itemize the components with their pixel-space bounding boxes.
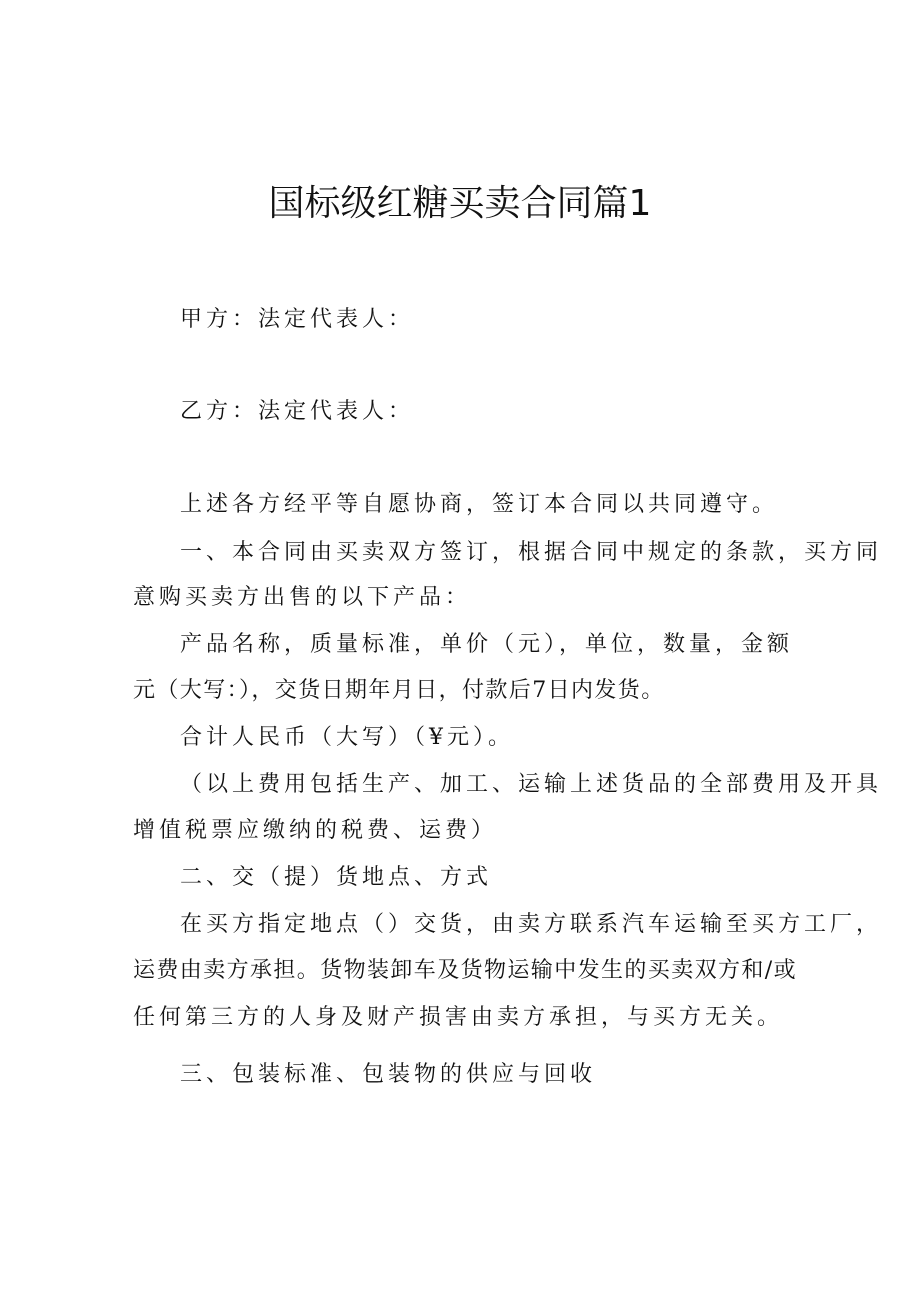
clause-2-line-2: 运费由卖方承担。货物装卸车及货物运输中发生的买卖双方和/或 [133, 958, 798, 983]
party-a-line: 甲方：法定代表人： [180, 307, 415, 332]
product-line-2: 元（大写：），交货日期年月日，付款后7日内发货。 [133, 678, 665, 703]
document-title: 国标级红糖买卖合同篇1 [268, 183, 652, 224]
intro-paragraph: 上述各方经平等自愿协商，签订本合同以共同遵守。 [180, 492, 779, 517]
fees-line-1: （以上费用包括生产、加工、运输上述货品的全部费用及开具 [180, 772, 883, 797]
total-line: 合计人民币（大写）（¥元）。 [180, 725, 514, 750]
party-b-line: 乙方：法定代表人： [180, 399, 415, 424]
clause-1-line-2: 意购买卖方出售的以下产品： [133, 585, 472, 610]
clause-2-line-3: 任何第三方的人身及财产损害由卖方承担，与买方无关。 [133, 1005, 784, 1030]
product-line-1: 产品名称，质量标准，单价（元），单位，数量，金额 [180, 632, 794, 657]
clause-3-heading: 三、包装标准、包装物的供应与回收 [180, 1062, 597, 1087]
clause-2-line-1: 在买方指定地点（）交货，由卖方联系汽车运输至买方工厂， [180, 912, 883, 937]
clause-2-heading: 二、交（提）货地点、方式 [180, 865, 493, 890]
fees-line-2: 增值税票应缴纳的税费、运费） [133, 818, 498, 843]
clause-1-line-1: 一、本合同由买卖双方签订，根据合同中规定的条款，买方同 [180, 540, 883, 565]
